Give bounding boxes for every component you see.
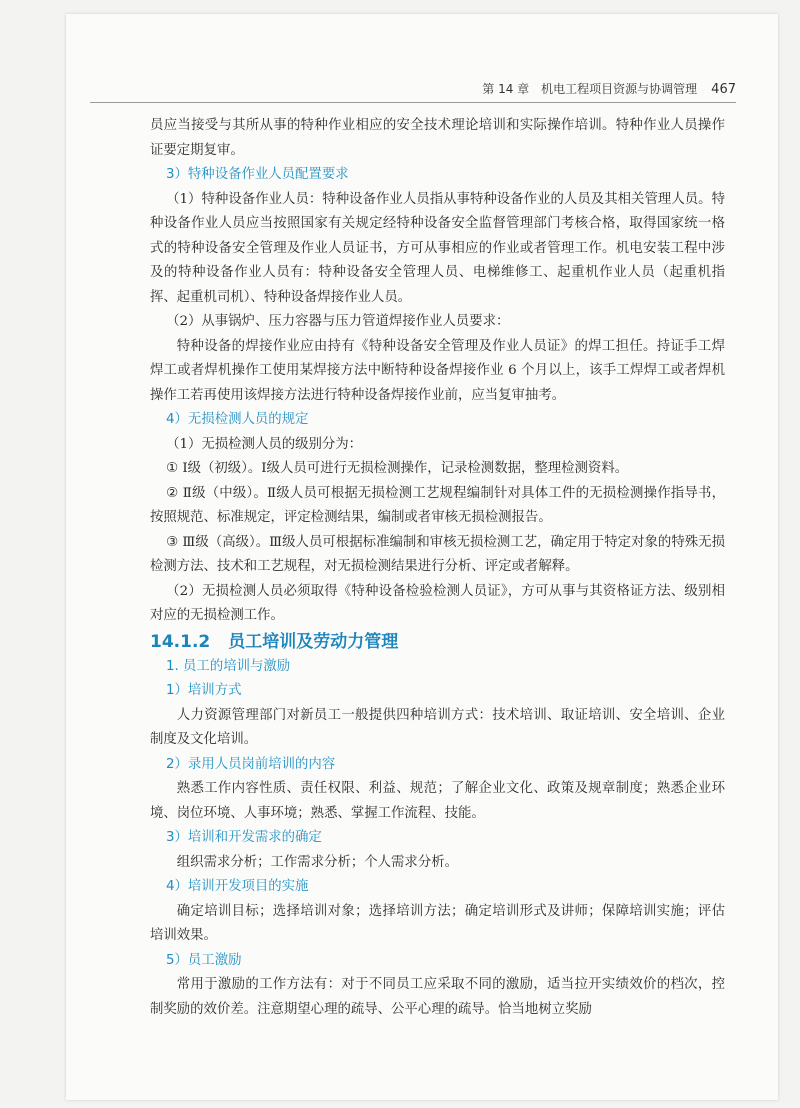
list-item: ② Ⅱ级（中级）。Ⅱ级人员可根据无损检测工艺规程编制针对具体工件的无损检测操作指导书，按照规范、标准规定，评定检测结果，编制或者审核无损检测报告。 [150, 485, 725, 525]
subheading: 3）特种设备作业人员配置要求 [166, 167, 349, 182]
paragraph: 人力资源管理部门对新员工一般提供四种培训方式：技术培训、取证培训、安全培训、企业制度及文化培训。 [150, 707, 725, 747]
paragraph: 确定培训目标；选择培训对象；选择培训方法；确定培训形式及讲师；保障培训实施；评估培训效果。 [150, 903, 725, 943]
subheading: 4）培训开发项目的实施 [166, 879, 309, 894]
subheading: 3）培训和开发需求的确定 [166, 830, 322, 845]
subheading: 2）录用人员岗前培训的内容 [166, 756, 336, 772]
paragraph: （1）特种设备作业人员：特种设备作业人员指从事特种设备作业的人员及其相关管理人员。特种设备作业人员应当按照国家有关规定经特种设备安全监督管理部门考核合格，取得国家统一格式的特种设备安全管理及作业人员证书，方可从事相应的作业或者管理工作。机电安装工程中涉及的特种设备作业人员有：特种设备安全管理人员、电梯维修工、起重机作业人员（起重机指挥、起重机司机）、特种设备焊接作业人员。 [150, 191, 725, 305]
chapter-title: 第 14 章 机电工程项目资源与协调管理 [482, 82, 698, 96]
paragraph: （2）从事锅炉、压力容器与压力管道焊接作业人员要求： [166, 314, 510, 329]
running-header [90, 80, 736, 103]
subheading: 5）员工激励 [166, 952, 242, 968]
header-text [482, 80, 736, 97]
section-number: 14.1.2 [150, 631, 211, 652]
paragraph: （1）无损检测人员的级别分为： [166, 436, 363, 452]
subheading: 4）无损检测人员的规定 [166, 412, 309, 427]
paragraph: 熟悉工作内容性质、责任权限、利益、规范；了解企业文化、政策及规章制度；熟悉企业环境、岗位环境、人事环境；熟悉、掌握工作流程、技能。 [150, 781, 725, 821]
subheading: 1. 员工的培训与激励 [166, 658, 291, 674]
subheading: 1）培训方式 [166, 683, 242, 698]
paragraph: （2）无损检测人员必须取得《特种设备检验检测人员证》，方可从事与其资格证方法、级别相对应的无损检测工作。 [150, 583, 725, 623]
section-heading [150, 629, 725, 655]
page-body [150, 114, 725, 1022]
paragraph: 特种设备的焊接作业应由持有《特种设备安全管理及作业人员证》的焊工担任。持证手工焊焊工或者焊机操作工使用某焊接方法中断特种设备焊接作业 6 个月以上，该手工焊焊工或者焊机操作工若再使用该焊接方法进行特种设备焊接作业前，应当复审抽考。 [150, 338, 725, 403]
paragraph: 组织需求分析；工作需求分析；个人需求分析。 [176, 854, 458, 870]
section-title: 员工培训及劳动力管理 [228, 631, 399, 652]
list-item: ③ Ⅲ级（高级）。Ⅲ级人员可根据标准编制和审核无损检测工艺，确定用于特定对象的特殊无损检测方法、技术和工艺规程，对无损检测结果进行分析、评定或者解释。 [150, 534, 725, 574]
paragraph: 常用于激励的工作方法有：对于不同员工应采取不同的激励，适当拉开实绩效价的档次，控制奖励的效价差。注意期望心理的疏导、公平心理的疏导。恰当地树立奖励 [150, 977, 725, 1017]
list-item: ① Ⅰ级（初级）。Ⅰ级人员可进行无损检测操作，记录检测数据，整理检测资料。 [166, 461, 629, 476]
paragraph: 员应当接受与其所从事的特种作业相应的安全技术理论培训和实际操作培训。特种作业人员操作证要定期复审。 [150, 118, 725, 158]
page-number: 467 [711, 82, 736, 97]
